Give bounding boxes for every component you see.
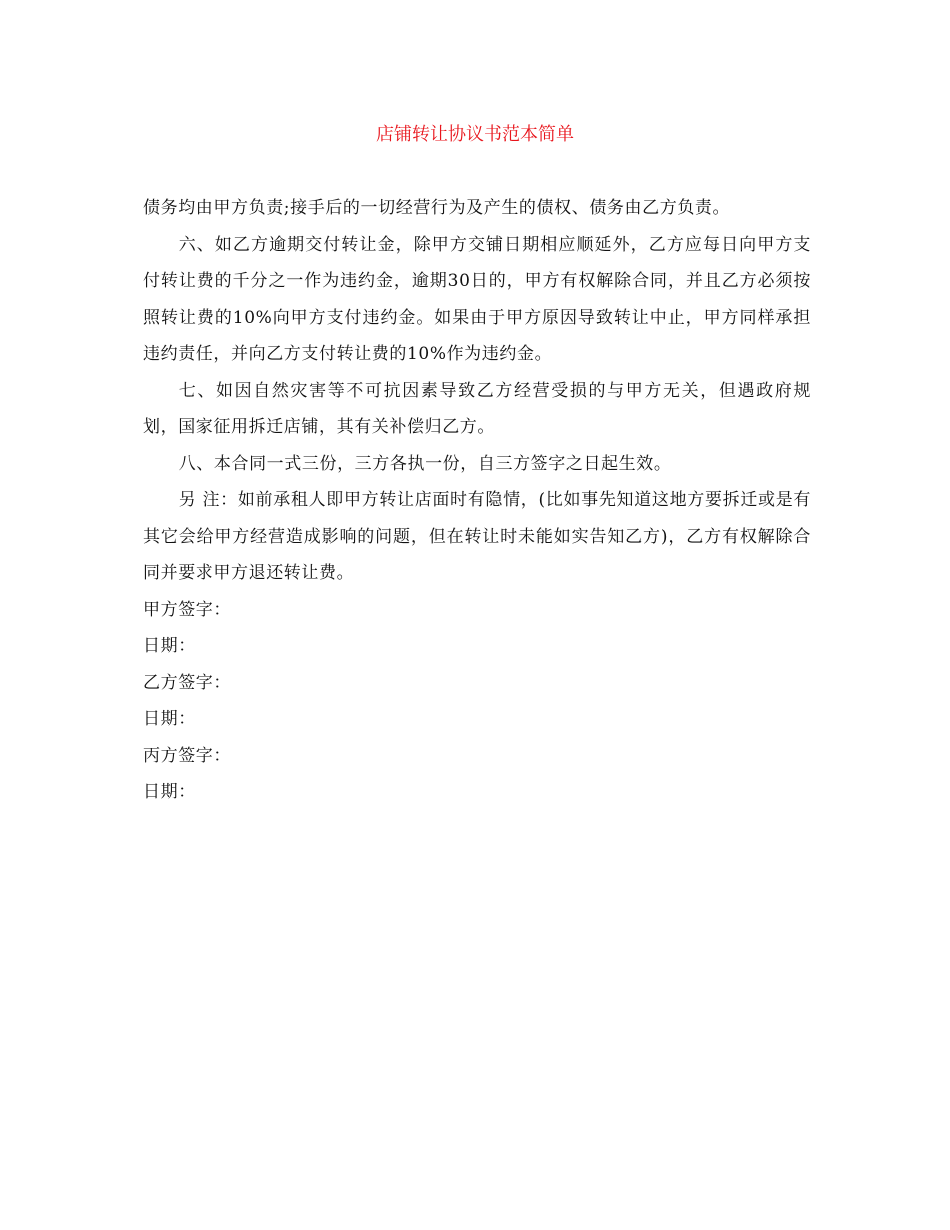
signature-party-c-label: 丙方签字： [143,745,231,766]
signature-party-c-date-label: 日期： [143,782,196,802]
paragraph-clause-8: 八、本合同一式三份，三方各执一份，自三方签字之日起生效。 [178,453,672,474]
signature-party-b-date-label: 日期： [143,709,196,729]
paragraph-clause-6: 六、如乙方逾期交付转让金，除甲方交铺日期相应顺延外，乙方应每日向甲方支付转让费的千分之一作为违约金，逾期30日的，甲方有权解除合同，并且乙方必须按照转让费的10%向甲方支付违约金。如果由于甲方原因导致转让中止，甲方同样承担违约责任，并向乙方支付转让费的10%作为违约金。 [143,234,811,364]
signature-party-a-label: 甲方签字： [143,599,231,620]
document-title: 店铺转让协议书范本简单 [376,124,574,145]
signature-party-a-date-label: 日期： [143,636,196,656]
document-body [143,190,811,811]
paragraph-note: 另 注：如前承租人即甲方转让店面时有隐情，(比如事先知道这地方要拆迁或是有其它会给甲方经营造成影响的问题，但在转让时未能如实告知乙方)，乙方有权解除合同并要求甲方退还转让费。 [143,490,811,583]
paragraph-clause-7: 七、如因自然灾害等不可抗因素导致乙方经营受损的与甲方无关，但遇政府规划，国家征用拆迁店铺，其有关补偿归乙方。 [143,380,811,437]
paragraph-continuation: 债务均由甲方负责;接手后的一切经营行为及产生的债权、债务由乙方负责。 [143,198,731,218]
signature-party-b-label: 乙方签字： [143,672,231,693]
